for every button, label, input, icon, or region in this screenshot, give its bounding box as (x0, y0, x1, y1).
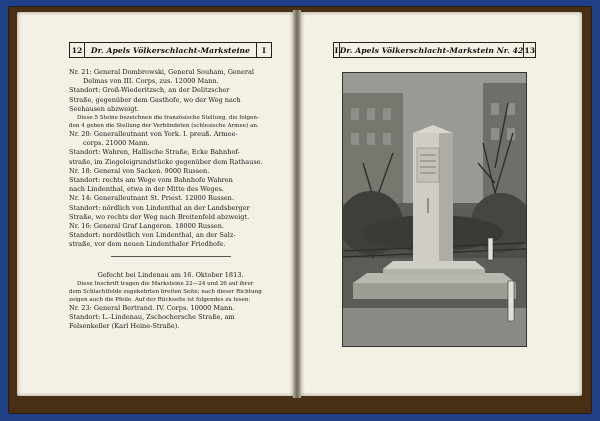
left-header-title: Dr. Apels Völkerschlacht-Marksteine (90, 45, 251, 55)
page-number-left: 12 (70, 43, 85, 57)
text-line: zeigen auch die Pfeile. Auf der Rückseite ist folgendes zu lesen: (69, 296, 251, 303)
right-header-title: Dr. Apels Völkerschlacht-Markstein Nr. 42 (339, 45, 524, 55)
text-line: den 4 geben die Stellung der Verbündeten (schlesische Armee) an. (69, 123, 259, 130)
text-line: Seehausen abzweigt. (69, 104, 140, 113)
text-line: dem Schlachtfelde zugekehrten breiten Seite; nach dieser Richtung (69, 288, 262, 295)
text-line: nach Lindenthal, etwa in der Mitte des Weges. (69, 185, 224, 194)
divider (111, 256, 231, 257)
text-line: Straße, wo rechts der Weg nach Breitenfeld abzweigt. (69, 212, 250, 221)
text-line: straße, vor dem neuen Lindenthaler Friedhofe. (69, 240, 226, 249)
text-line: Nr. 14: Generalleutnant St. Priest. 12000 Russen. (69, 194, 234, 203)
text-line: Felsenkeller (Karl Heine-Straße). (69, 322, 180, 331)
monument-photo (342, 72, 527, 347)
text-line: Standort: nördlich von Lindenthal an der Landsberger (69, 203, 250, 212)
text-line: Nr. 16: General Graf Langeron. 18000 Russen. (69, 222, 225, 231)
book-gutter (293, 10, 301, 398)
section-title: Gefecht bei Lindenau am 16. Oktober 1813. (97, 270, 244, 279)
text-line: Nr. 23: General Bertrand. IV. Corps. 10000 Mann. (69, 303, 235, 312)
text-line: Diese Inschrift tragen die Marksteine 22—24 und 26 auf ihrer (77, 280, 254, 287)
text-line: Nr. 21: General Dombrowski, General Souham, General (69, 68, 255, 76)
text-line: straße, im Ziegeleigrundstücke gegenüber dem Rathause. (69, 157, 263, 166)
left-header-marker: I (256, 43, 271, 57)
monument-photo-drawing (343, 73, 526, 346)
text-line: Standort: L.-Lindenau, Zschochersche Straße, am (69, 313, 235, 322)
right-header-marker: I (334, 43, 340, 57)
left-page-text (69, 68, 272, 331)
text-line: Standort: nordöstlich von Lindenthal, an der Salz- (69, 231, 236, 240)
page-number-right: 13 (523, 43, 535, 57)
text-line: Nr. 20: Generalleutnant von York. I. preuß. Armee- (69, 130, 238, 139)
text-line: Diese 5 Steine bezeichnen die französische Stellung, die folgen- (77, 115, 259, 122)
text-line: Straße, gegenüber dem Gasthofe, wo der Weg nach (69, 95, 241, 104)
text-line: Nr. 18: General von Sacken. 9000 Russen. (69, 166, 210, 175)
left-page-header (69, 42, 272, 58)
text-line: Standort: Groß-Wiederitzsch, an der Delitzscher (69, 86, 230, 95)
right-page-header (333, 42, 536, 58)
text-line: Delmas von III. Corps, zus. 12000 Mann. (83, 77, 219, 86)
text-line: Standort: rechts am Wege vom Bahnhofe Wahren (69, 176, 233, 185)
text-line: Standort: Wahren, Hallische Straße, Ecke Bahnhof- (69, 148, 240, 157)
text-line: corps. 21000 Mann. (83, 139, 150, 148)
